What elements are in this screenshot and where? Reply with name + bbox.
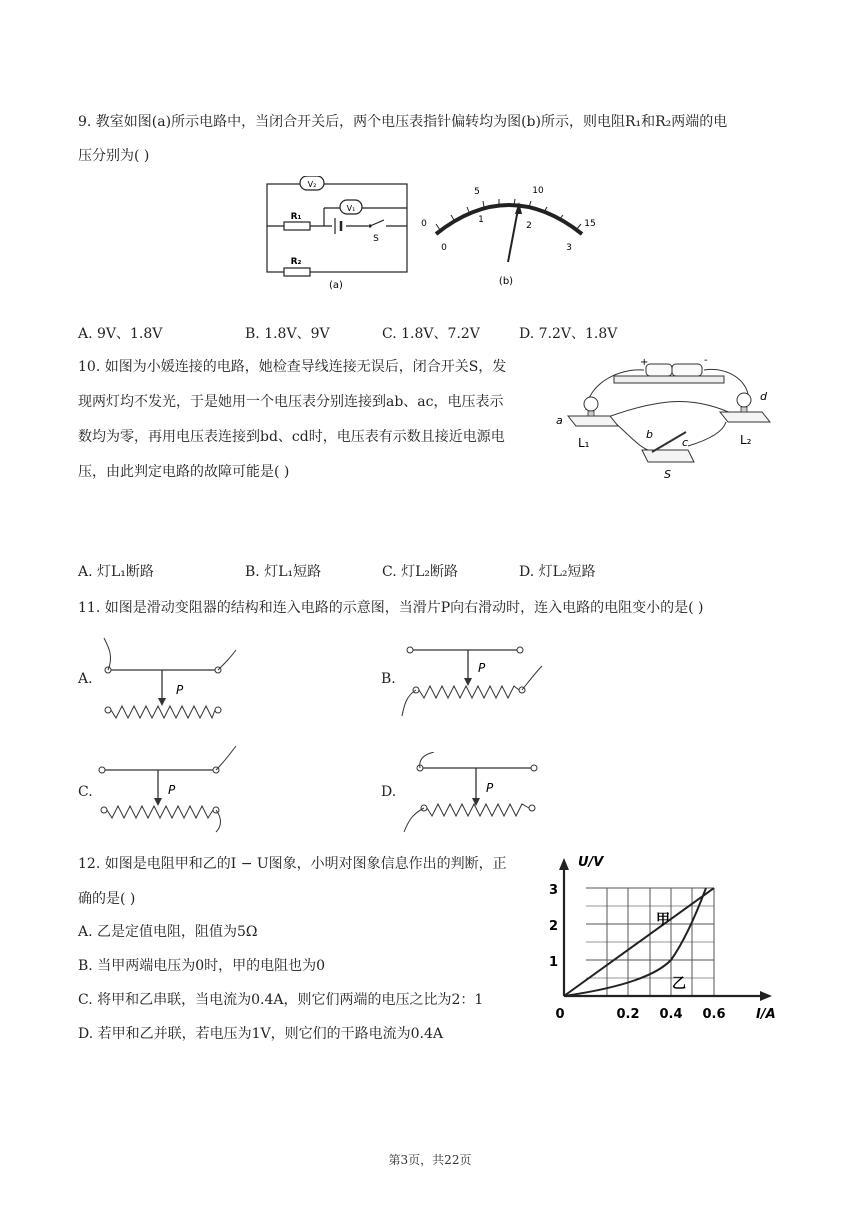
q10-stem-line1: 10. 如图为小媛连接的电路，她检查导线连接无误后，闭合开关S，发 xyxy=(78,359,507,375)
q9-option-b[interactable]: B. 1.8V、9V xyxy=(245,326,330,342)
q11-stem: 11. 如图是滑动变阻器的结构和连入电路的示意图，当滑片P向右滑动时，连入电路的电阻变小的是( ) xyxy=(78,600,704,616)
q12-y-tick-3: 3 xyxy=(548,883,558,898)
q10-terminal-c: c xyxy=(682,436,689,449)
page-footer: 第3页，共22页 xyxy=(388,1153,472,1167)
q11-rheostat-b xyxy=(400,640,548,720)
q12-x-tick-02: 0.2 xyxy=(616,1007,640,1022)
q12-option-b[interactable]: B. 当甲两端电压为0时，甲的电阻也为0 xyxy=(78,958,326,974)
q11-c-slider-label: P xyxy=(168,783,176,797)
q10-option-a[interactable]: A. 灯L₁断路 xyxy=(78,564,154,580)
q12-y-tick-1: 1 xyxy=(548,955,558,970)
q9-option-a[interactable]: A. 9V、1.8V xyxy=(78,326,163,342)
q9-v2-label: V₂ xyxy=(307,180,317,189)
q12-y-tick-2: 2 xyxy=(548,919,558,934)
q12-curve-jia-label: 甲 xyxy=(656,912,670,928)
q12-option-d[interactable]: D. 若甲和乙并联，若电压为1V，则它们的干路电流为0.4A xyxy=(78,1026,444,1042)
q9-option-c[interactable]: C. 1.8V、7.2V xyxy=(382,326,480,342)
q9-circuit-figure-a xyxy=(262,176,412,294)
q9-switch-label: S xyxy=(373,234,379,244)
q10-minus-label: - xyxy=(704,355,708,366)
q12-option-a[interactable]: A. 乙是定值电阻，阻值为5Ω xyxy=(78,924,258,940)
q9-fig-b-caption: (b) xyxy=(498,276,514,287)
q9-fig-a-caption: (a) xyxy=(329,280,343,291)
q10-lamp-l2-label: L₂ xyxy=(740,433,752,447)
q9-option-d[interactable]: D. 7.2V、1.8V xyxy=(519,326,618,342)
q12-option-c[interactable]: C. 将甲和乙串联，当电流为0.4A，则它们两端的电压之比为2：1 xyxy=(78,992,484,1008)
q10-stem-line4: 压，由此判定电路的故障可能是( ) xyxy=(78,464,290,480)
q11-a-slider-label: P xyxy=(176,683,184,697)
q9-scale-inner-1: 1 xyxy=(478,215,484,225)
q10-option-d[interactable]: D. 灯L₂短路 xyxy=(519,564,596,580)
q10-terminal-b: b xyxy=(646,428,653,441)
q11-option-b[interactable]: B. xyxy=(381,671,396,687)
q10-switch-label: S xyxy=(664,468,671,481)
q9-r2-label: R₂ xyxy=(290,257,302,267)
q9-voltmeter-figure-b xyxy=(414,178,604,294)
q12-x-tick-0: 0 xyxy=(555,1007,565,1022)
q11-b-slider-label: P xyxy=(478,661,486,675)
q9-v1-label: V₁ xyxy=(346,204,356,213)
q11-rheostat-c xyxy=(96,744,241,836)
q12-x-tick-06: 0.6 xyxy=(702,1007,726,1022)
q10-plus-label: + xyxy=(640,357,649,368)
q10-terminal-d: d xyxy=(760,390,767,403)
q10-stem-line2: 现两灯均不发光，于是她用一个电压表分别连接到ab、ac，电压表示 xyxy=(78,394,504,410)
q12-iu-graph xyxy=(548,852,798,1028)
q11-option-a[interactable]: A. xyxy=(78,671,93,687)
q11-option-c[interactable]: C. xyxy=(78,784,93,800)
q12-curve-yi-label: 乙 xyxy=(672,976,686,992)
q12-stem-line2: 确的是( ) xyxy=(78,891,136,907)
q10-terminal-a: a xyxy=(556,414,563,427)
q11-d-slider-label: P xyxy=(486,781,494,795)
q11-option-d[interactable]: D. xyxy=(381,784,397,800)
q11-rheostat-a xyxy=(100,636,245,728)
q12-x-axis-label: I/A xyxy=(756,1007,776,1022)
q9-scale-outer-0: 0 xyxy=(421,219,427,229)
q10-circuit-figure xyxy=(548,354,788,484)
q9-scale-outer-5: 5 xyxy=(474,187,480,197)
q11-rheostat-d xyxy=(400,752,548,836)
q9-r1-label: R₁ xyxy=(290,212,302,222)
q10-lamp-l1-label: L₁ xyxy=(578,436,590,450)
q12-x-tick-04: 0.4 xyxy=(659,1007,683,1022)
q10-option-c[interactable]: C. 灯L₂断路 xyxy=(382,564,459,580)
q12-stem-line1: 12. 如图是电阻甲和乙的I − U图象，小明对图象信息作出的判断，正 xyxy=(78,856,507,872)
q9-scale-outer-15: 15 xyxy=(584,219,596,229)
q9-stem-line1: 9. 教室如图(a)所示电路中，当闭合开关后，两个电压表指针偏转均为图(b)所示，则电阻R₁和R₂两端的电 xyxy=(78,114,728,130)
q9-scale-inner-3: 3 xyxy=(566,243,572,253)
q9-scale-outer-10: 10 xyxy=(532,186,544,196)
q10-option-b[interactable]: B. 灯L₁短路 xyxy=(245,564,322,580)
q12-y-axis-label: U/V xyxy=(578,855,604,870)
q9-stem-line2: 压分别为( ) xyxy=(78,148,150,164)
q9-scale-inner-0: 0 xyxy=(441,243,447,253)
q9-scale-inner-2: 2 xyxy=(526,221,532,231)
q10-stem-line3: 数均为零，再用电压表连接到bd、cd时，电压表有示数且接近电源电 xyxy=(78,429,505,445)
